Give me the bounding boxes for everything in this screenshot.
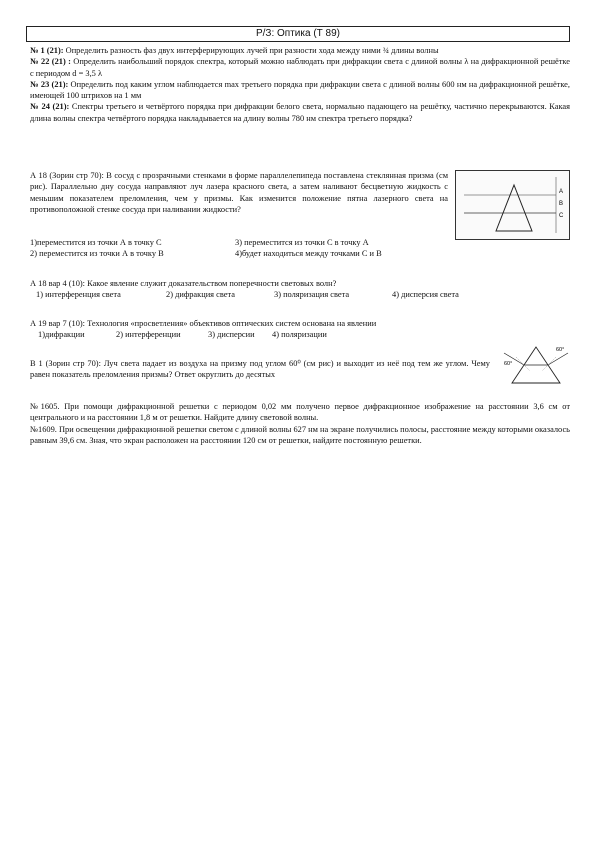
- option: 3) переместится из точки С в точку А: [235, 238, 369, 247]
- label-c: С: [559, 213, 564, 219]
- task-23: [30, 79, 570, 102]
- option: 3) дисперсии: [208, 330, 255, 340]
- option: 2) интерференции: [116, 330, 181, 340]
- prism-ray-diagram: [502, 343, 570, 385]
- task-a18-var4: [30, 278, 570, 301]
- task-a18-options: [30, 237, 570, 260]
- angle-left-label: 60°: [504, 361, 513, 367]
- option: 4) дисперсия света: [392, 290, 459, 300]
- figure-prism-b1: [502, 343, 570, 385]
- task-a19-var7: [30, 318, 570, 341]
- task-a18: [30, 170, 448, 215]
- option: 1)переместится из точки А в точку С: [30, 238, 162, 247]
- angle-right-label: 60°: [556, 347, 565, 353]
- task-1: [30, 45, 570, 56]
- task-1605: [30, 401, 570, 424]
- prism-vessel-diagram: [456, 171, 569, 239]
- task-number: № 1 (21):: [30, 46, 64, 55]
- option: 3) поляризация света: [274, 290, 350, 300]
- task-text: Определить наибольший порядок спектра, который можно наблюдать при дифракции света с длиной волны λ на дифракционной решётке с периодом d = 3,5 λ: [30, 57, 570, 78]
- task-text: Определить разность фаз двух интерферирующих лучей при разности хода между ними ¾ длины волны: [63, 46, 439, 55]
- task-text: При помощи дифракционной решетки с периодом 0,02 мм получено первое дифракционное изображение на расстоянии 3,6 см от центрального и на расстоянии 1,8 м от решетки. Найдите длину световой волны.: [30, 402, 570, 423]
- task-text: При освещении дифракционной решетки светом с длиной волны 627 нм на экране получились полосы, расстояние между которыми оказалось равным 39,6 см. Зная, что экран расположен на расстоянии 120 см от решетки, найдите постоянную решетки.: [30, 424, 570, 445]
- task-24: [30, 101, 570, 124]
- option: 2) дифракция света: [166, 290, 235, 300]
- task-number: №1605.: [30, 402, 60, 411]
- label-b: В: [559, 201, 564, 207]
- option: 1) интерференция света: [36, 290, 121, 300]
- task-22: [30, 56, 570, 79]
- task-b1: [30, 358, 490, 381]
- task-number: № 22 (21) :: [30, 57, 71, 67]
- task-text: Определить под каким углом наблюдается max третьего порядка при дифракции света с длиной волны 600 нм на дифракционной решётке, имеющей 100 штрихов на 1 мм: [30, 79, 570, 101]
- task-text: Спектры третьего и четвёртого порядка при дифракции белого света, нормально падающего на решётку, частично перекрываются. Какая длина волны спектра четвёртого порядка накладывается на длину волны 780 нм спектра третьего порядка?: [30, 102, 570, 123]
- task-number: № 23 (21):: [30, 79, 69, 89]
- option: 4)будет находиться между точками С и В: [235, 249, 382, 259]
- figure-prism-vessel: [455, 170, 570, 240]
- label-a: А: [559, 189, 564, 195]
- task-1609: [30, 424, 570, 447]
- task-a18-text: А 18 (Зорин стр 70): В сосуд с прозрачными стенками в форме параллелепипеда поставлена стеклянная призма (см рис). Параллельно дну сосуда направляют луч лазера красного света, а затем наливают бесцветную жидкость с меньшим показателем преломления, чем у призмы. Как изменится положение пятна лазерного света на противоположной стенке сосуда при наливании жидкости?: [30, 171, 448, 214]
- task-b1-text: В 1 (Зорин стр 70): Луч света падает из воздуха на призму под углом 60⁰ (см рис) и выходит из неё под тем же углом. Чему равен показатель преломления призмы? Ответ округлить до десятых: [30, 359, 490, 380]
- tasks-bottom: [30, 401, 570, 446]
- option: 2) переместится из точки А в точку В: [30, 249, 164, 259]
- page-title: Р/З: Оптика (Т 89): [26, 26, 570, 42]
- option: 4) поляризации: [272, 330, 327, 340]
- tasks-top: [30, 45, 570, 124]
- option: 1)дифракции: [38, 330, 85, 340]
- task-a18v4-text: А 18 вар 4 (10): Какое явление служит доказательством поперечности световых волн?: [30, 279, 337, 288]
- task-a19v7-text: А 19 вар 7 (10): Технология «просветления» объективов оптических систем основана на явлении: [30, 319, 377, 328]
- task-number: №1609.: [30, 424, 57, 434]
- task-number: № 24 (21):: [30, 102, 70, 112]
